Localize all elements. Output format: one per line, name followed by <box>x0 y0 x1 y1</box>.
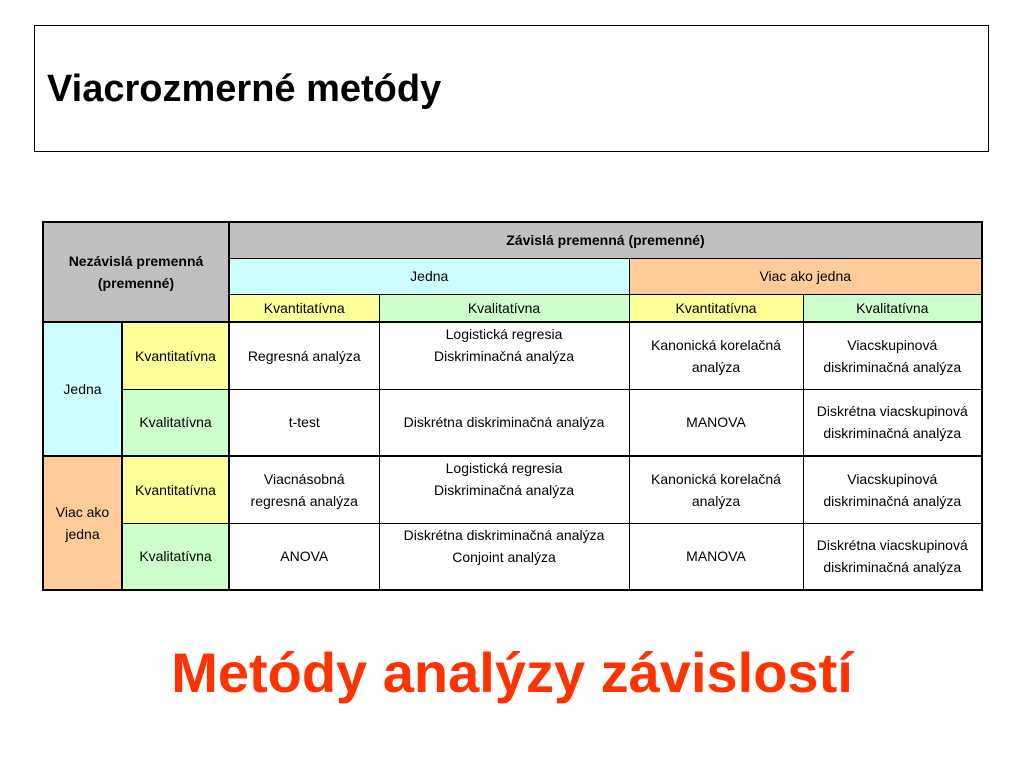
cell-r2-c4-line-2: diskriminačná analýza <box>823 425 962 442</box>
dep-type-3: Kvantitatívna <box>629 294 803 322</box>
cell-r2-c1 <box>229 389 379 456</box>
cell-r3-c4 <box>803 456 982 523</box>
cell-r1-c4 <box>803 322 982 389</box>
ind-group-jedna <box>43 322 122 456</box>
cell-r1-c2-line-2: Diskriminačná analýza <box>433 348 575 364</box>
ind-group-viac-line-2: jedna <box>65 526 100 542</box>
ind-type-4: Kvalitatívna <box>122 523 229 590</box>
independent-variable-header <box>43 222 229 322</box>
independent-header-line-2: (premenné) <box>97 275 175 291</box>
slide-title: Viacrozmerné metódy <box>47 68 442 110</box>
cell-r3-c1-line-1: Viacnásobná <box>263 470 345 487</box>
cell-r4-c1 <box>229 523 379 590</box>
cell-r3-c3-line-2: analýza <box>691 492 741 509</box>
title-box <box>34 25 989 152</box>
ind-type-2: Kvalitatívna <box>122 389 229 456</box>
cell-r4-c4 <box>803 523 982 590</box>
ind-type-1: Kvantitatívna <box>122 322 229 389</box>
cell-r3-c4-line-2: diskriminačná analýza <box>823 492 962 509</box>
cell-r1-c4-line-2: diskriminačná analýza <box>823 358 962 375</box>
cell-r1-c4-line-1: Viacskupinová <box>847 336 938 353</box>
cell-r1-c2-line-1: Logistická regresia <box>445 326 563 342</box>
dependent-variable-header: Závislá premenná (premenné) <box>229 222 982 258</box>
cell-r2-c2-line-1: Diskrétna diskriminačná analýza <box>403 414 605 431</box>
cell-r3-c2 <box>379 456 629 523</box>
methods-table <box>42 221 983 591</box>
cell-r4-c3-line-1: MANOVA <box>686 548 746 565</box>
cell-r4-c2-line-2: Conjoint analýza <box>452 548 556 565</box>
dep-type-4: Kvalitatívna <box>803 294 982 322</box>
cell-r3-c2-line-1: Logistická regresia <box>445 460 563 476</box>
cell-r3-c4-line-1: Viacskupinová <box>847 470 938 487</box>
dep-group-jedna: Jedna <box>229 258 629 294</box>
cell-r2-c3-line-1: MANOVA <box>686 414 746 431</box>
cell-r4-c2-line-1: Diskrétna diskriminačná analýza <box>403 526 605 543</box>
cell-r1-c3-line-1: Kanonická korelačná <box>651 336 781 353</box>
ind-group-viac-line-1: Viac ako <box>55 504 110 520</box>
cell-r3-c3 <box>629 456 803 523</box>
cell-r3-c1-line-2: regresná analýza <box>250 492 358 509</box>
cell-r4-c3 <box>629 523 803 590</box>
ind-type-3: Kvantitatívna <box>122 456 229 523</box>
ind-group-viac <box>43 456 122 590</box>
cell-r3-c3-line-1: Kanonická korelačná <box>651 470 781 487</box>
cell-r2-c3 <box>629 389 803 456</box>
dep-group-viac: Viac ako jedna <box>629 258 982 294</box>
cell-r1-c2 <box>379 322 629 389</box>
cell-r2-c2 <box>379 389 629 456</box>
dep-type-2: Kvalitatívna <box>379 294 629 322</box>
dep-type-1: Kvantitatívna <box>229 294 379 322</box>
cell-r4-c2 <box>379 523 629 590</box>
ind-group-jedna-label: Jedna <box>63 381 102 397</box>
cell-r2-c4 <box>803 389 982 456</box>
cell-r4-c1-line-1: ANOVA <box>280 548 329 565</box>
cell-r4-c4-line-1: Diskrétna viacskupinová <box>816 537 968 554</box>
cell-r4-c4-line-2: diskriminačná analýza <box>823 559 962 576</box>
cell-r3-c2-line-2: Diskriminačná analýza <box>433 482 575 498</box>
slide-subtitle: Metódy analýzy závislostí <box>171 641 853 704</box>
cell-r1-c1 <box>229 322 379 389</box>
cell-r2-c1-line-1: t-test <box>288 414 320 431</box>
cell-r2-c4-line-1: Diskrétna viacskupinová <box>816 403 968 420</box>
independent-header-line-1: Nezávislá premenná <box>68 253 204 269</box>
cell-r1-c3 <box>629 322 803 389</box>
cell-r3-c1 <box>229 456 379 523</box>
cell-r1-c1-line-1: Regresná analýza <box>247 347 361 364</box>
cell-r1-c3-line-2: analýza <box>691 358 741 375</box>
